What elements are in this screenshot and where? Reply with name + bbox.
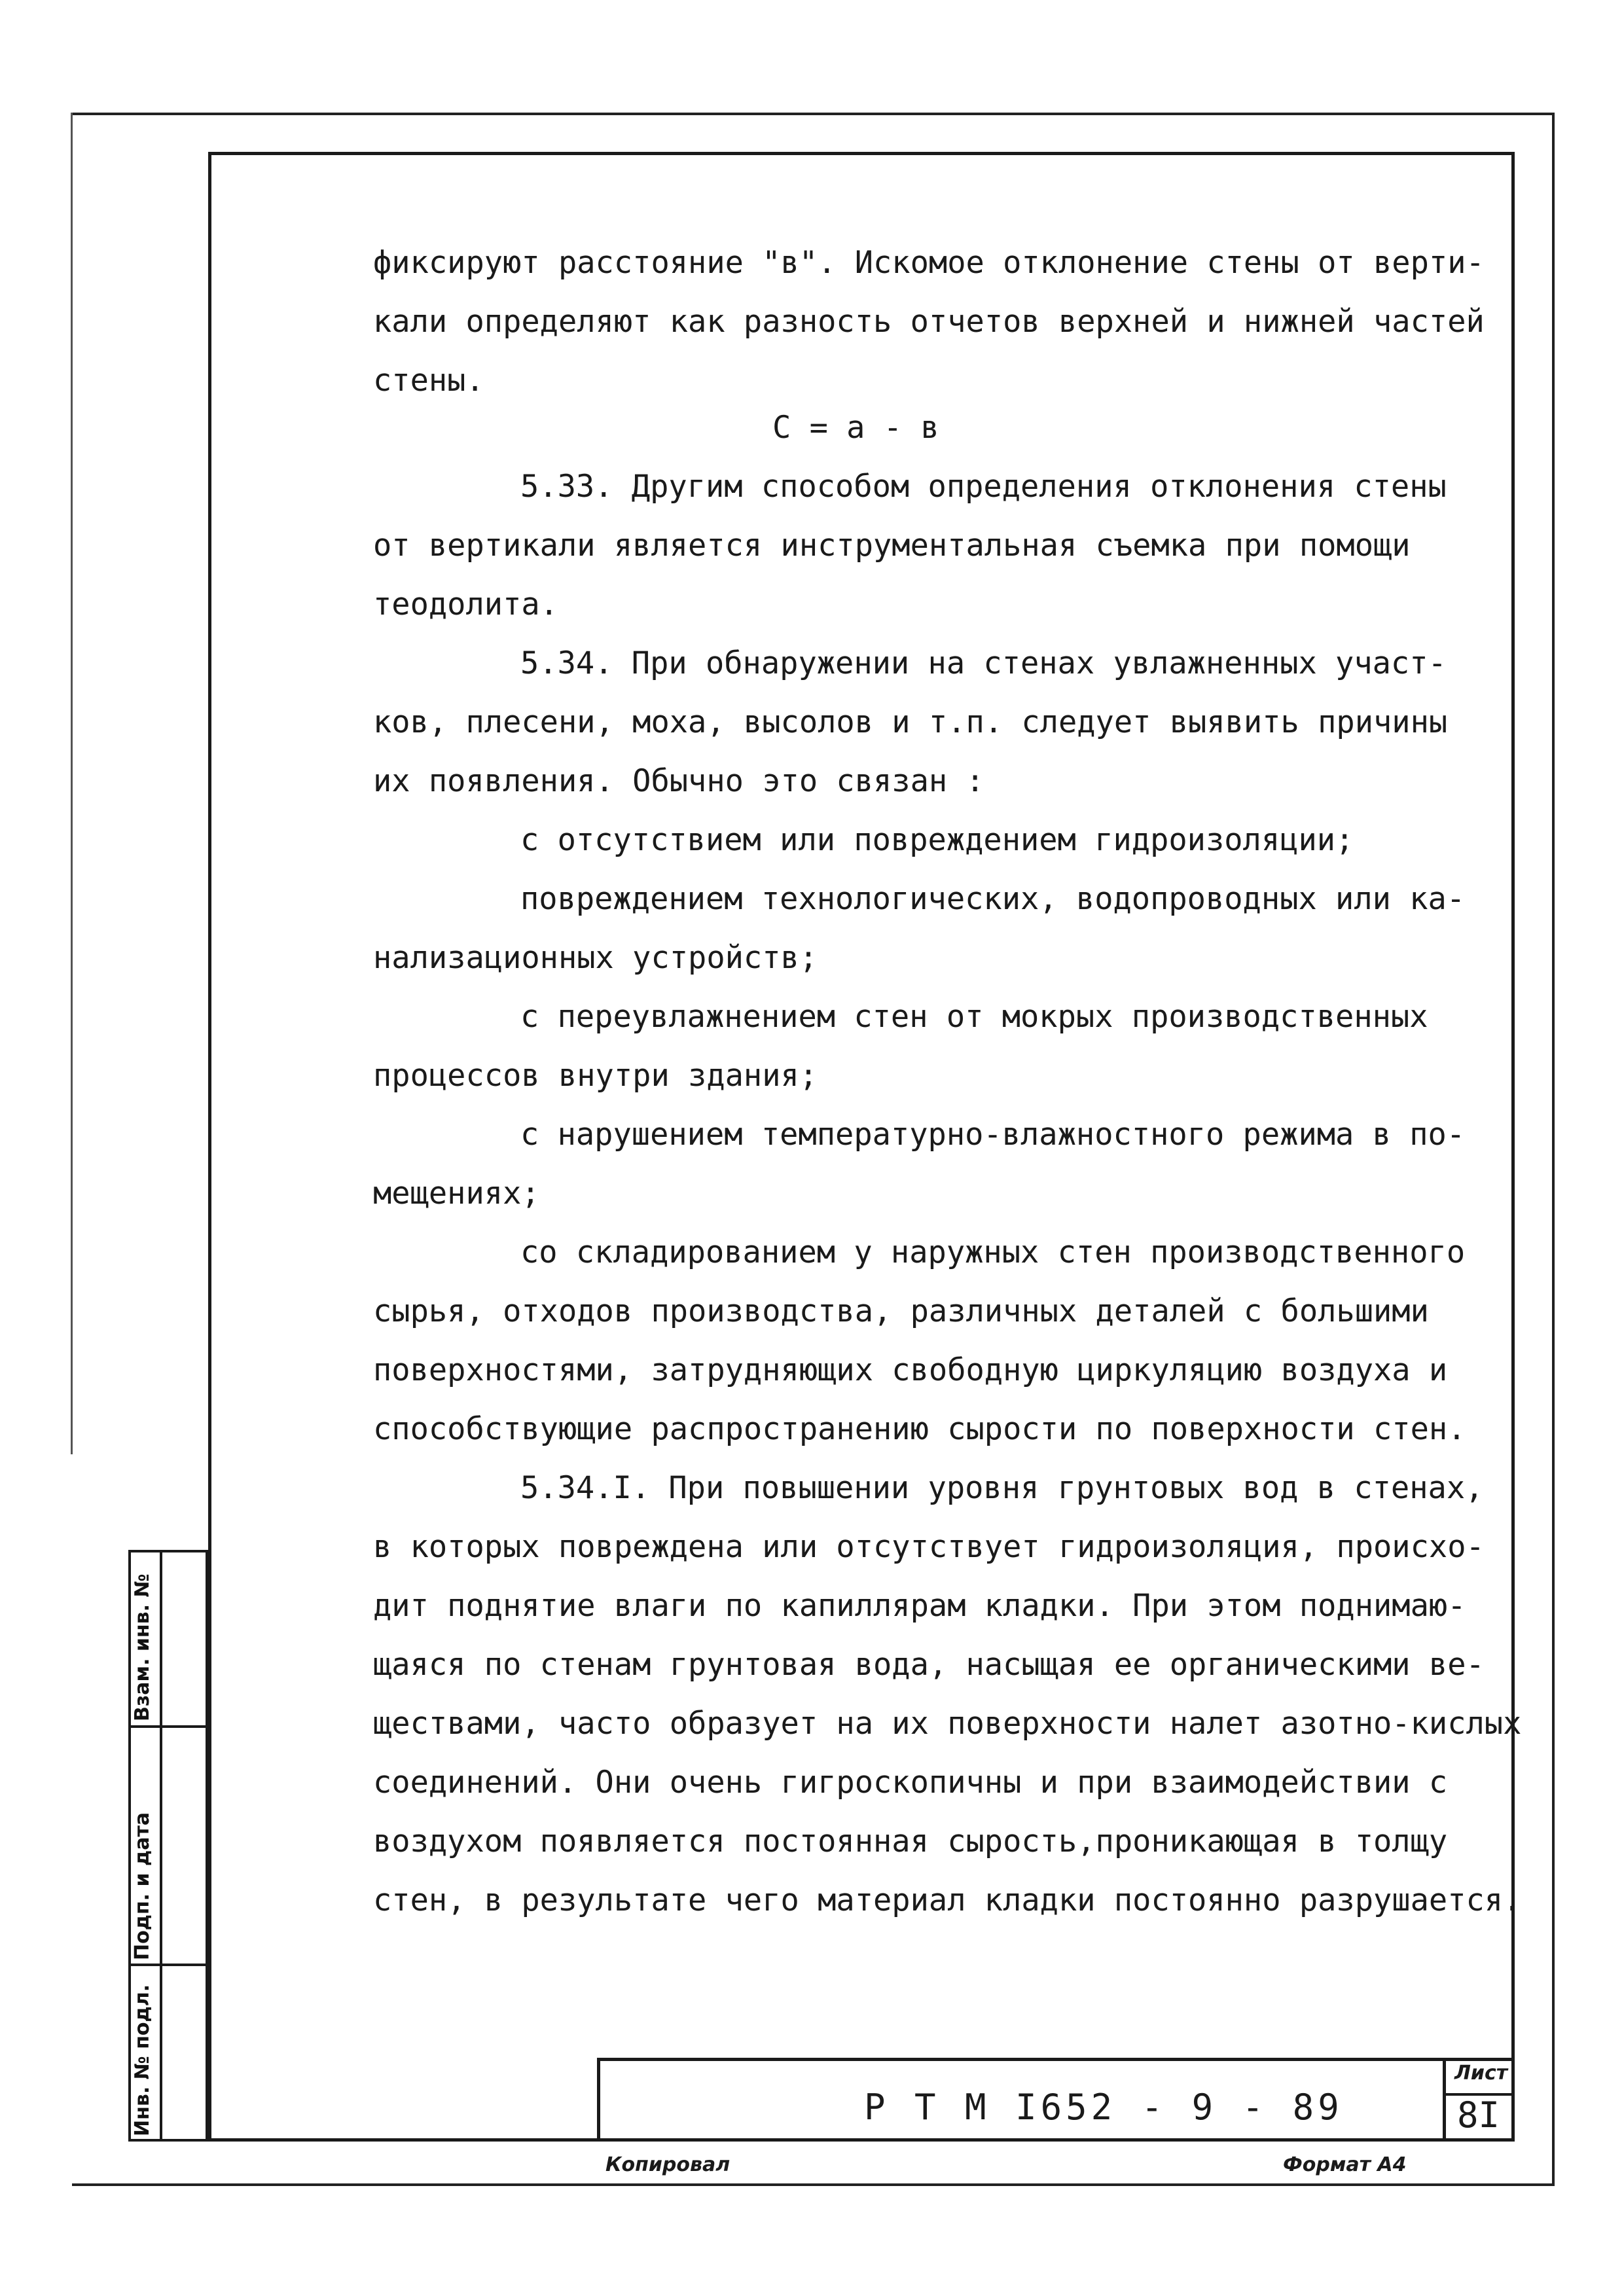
text-line: ществами, часто образует на их поверхности налет азотно-кислых xyxy=(373,1706,1522,1742)
formula: С = а - в xyxy=(772,410,939,446)
text-line: стены. xyxy=(373,363,484,399)
document-code: Р Т М I652 - 9 - 89 xyxy=(864,2087,1343,2128)
text-line: теодолита. xyxy=(373,586,558,622)
sheet-box-border xyxy=(1443,2058,1446,2142)
margin-stamp-divider xyxy=(128,1964,208,1966)
sheet-label: Лист xyxy=(1454,2062,1508,2085)
text-line: в которых повреждена или отсутствует гидроизоляция, происхо- xyxy=(373,1529,1485,1565)
text-line: их появления. Обычно это связан : xyxy=(373,763,984,799)
text-line: стен, в результате чего материал кладки постоянно разрушается. xyxy=(373,1882,1522,1918)
text-line: мещениях; xyxy=(373,1175,540,1211)
text-line: от вертикали является инструментальная съемка при помощи xyxy=(373,528,1411,564)
list-item: с отсутствием или повреждением гидроизоляции; xyxy=(520,822,1354,858)
sheet-number: 8I xyxy=(1457,2094,1500,2136)
text-line: щаяся по стенам грунтовая вода, насыщая ее органическими ве- xyxy=(373,1647,1485,1683)
sheet-border-left xyxy=(71,113,73,1454)
stamp-inv-original: Инв. № подл. xyxy=(131,1984,154,2136)
list-item: со складированием у наружных стен производственного xyxy=(520,1234,1466,1270)
footer-format: Формат А4 xyxy=(1283,2153,1407,2176)
text-line: ков, плесени, моха, высолов и т.п. следует выявить причины xyxy=(373,704,1448,740)
text-line: процессов внутри здания; xyxy=(373,1058,818,1094)
text-line: соединений. Они очень гигроскопичны и при взаимодействии с xyxy=(373,1765,1448,1801)
sheet-border-right xyxy=(1552,113,1555,2186)
text-line: нализационных устройств; xyxy=(373,940,818,976)
sheet-border-top xyxy=(72,113,1555,115)
list-item: повреждением технологических, водопроводных или ка- xyxy=(520,881,1466,917)
text-line: поверхностями, затрудняющих свободную циркуляцию воздуха и xyxy=(373,1352,1448,1388)
text-line: дит поднятие влаги по капиллярам кладки. При этом поднимаю- xyxy=(373,1588,1466,1624)
paragraph-start: 5.34.I. При повышении уровня грунтовых вод в стенах, xyxy=(520,1470,1484,1506)
title-block-border xyxy=(597,2058,600,2142)
paragraph-start: 5.33. Другим способом определения отклонения стены xyxy=(520,469,1447,505)
margin-stamp-divider xyxy=(128,1725,208,1728)
text-line: воздухом появляется постоянная сырость,проникающая в толщу xyxy=(373,1823,1448,1859)
text-line: кали определяют как разность отчетов верхней и нижней частей xyxy=(373,304,1485,340)
text-line: фиксируют расстояние "в". Искомое отклонение стены от верти- xyxy=(373,245,1485,281)
list-item: с переувлажнением стен от мокрых производственных xyxy=(520,999,1428,1035)
title-block-border xyxy=(598,2058,1515,2061)
text-line: сырья, отходов производства, различных деталей с большими xyxy=(373,1293,1429,1329)
margin-stamp-divider-vertical xyxy=(160,1550,162,2142)
stamp-inv-replace: Взам. инв. № xyxy=(131,1573,154,1721)
stamp-sign-date: Подп. и дата xyxy=(131,1812,154,1960)
footer-copied: Копировал xyxy=(605,2153,731,2176)
paragraph-start: 5.34. При обнаружении на стенах увлажненных участ- xyxy=(520,645,1447,681)
text-line: способствующие распространению сырости по поверхности стен. xyxy=(373,1411,1466,1447)
list-item: с нарушением температурно-влажностного режима в по- xyxy=(520,1117,1466,1153)
sheet-border-bottom xyxy=(72,2183,1555,2186)
